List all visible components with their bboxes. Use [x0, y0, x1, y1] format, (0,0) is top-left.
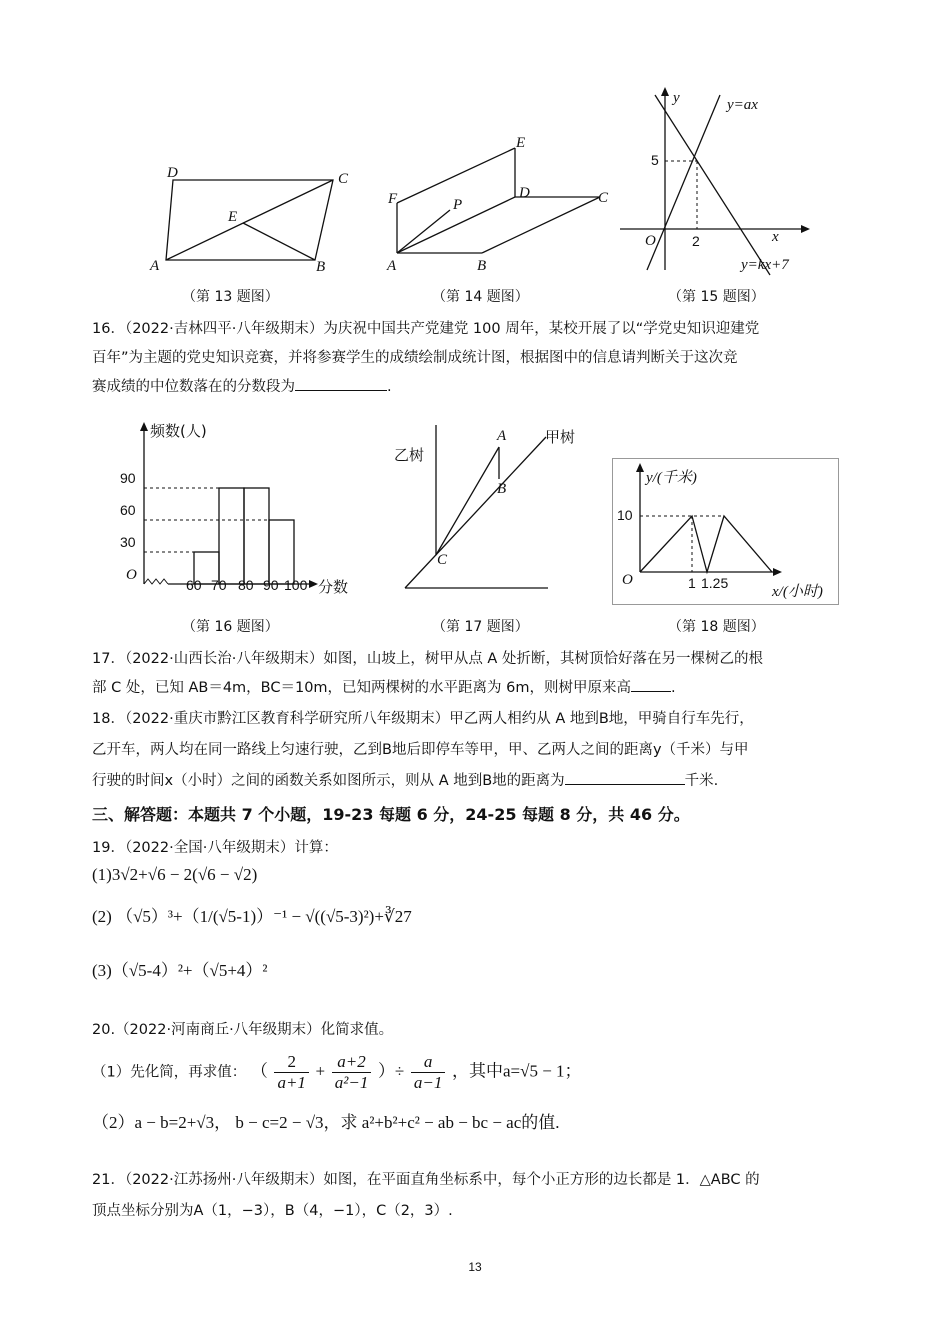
graph-x125: 1.25: [701, 575, 729, 591]
section-3-heading: 三、解答题：本题共 7 个小题，19-23 每题 6 分，24-25 每题 8 分，共 46 分。: [92, 805, 690, 824]
hist-xtick-100: 100: [284, 577, 308, 593]
figure-17-trees: [380, 420, 590, 595]
label-d: D: [167, 165, 178, 181]
distance-polyline: [640, 516, 772, 572]
q20-part1-pre: （1）先化简，再求值：: [92, 1064, 247, 1081]
hist-bar-70-80: [219, 488, 244, 584]
graph-ylabel: y/(千米): [646, 470, 697, 486]
q17-answer-blank[interactable]: [631, 677, 671, 692]
label-e: E: [228, 209, 238, 225]
caption-fig15: （第 15 题图）: [668, 289, 765, 305]
line-y-ax: [647, 95, 720, 270]
label-five: 5: [651, 152, 659, 168]
fraction-3: $\frac{a}{a-1}$: [411, 1052, 445, 1093]
q18-line1: 18．（2022·重庆市黔江区教育科学研究所八年级期末）甲乙两人相约从 A 地到B地，甲骑自行车先行，: [92, 711, 754, 727]
q18-line3-text: 行驶的时间x（小时）之间的函数关系如图所示，则从 A 地到B地的距离为: [92, 773, 565, 789]
caption-fig14: （第 14 题图）: [432, 289, 529, 305]
hist-xtick-80: 80: [238, 577, 254, 593]
q20-part1-tail: ，其中a=√5 − 1；: [451, 1061, 582, 1081]
q21-line1: 21．（2022·江苏扬州·八年级期末）如图，在平面直角坐标系中，每个小正方形的边长都是 1．△ABC 的: [92, 1172, 760, 1188]
label-c: C: [437, 552, 448, 568]
figure-13-parallelogram: [140, 155, 360, 280]
q19-part2: (2) （√5）³+（1/(√5-1)）⁻¹ − √((√5-3)²)+∛27: [92, 907, 412, 926]
fraction-2: $\frac{a+2}{\text{a²−1}}$: [332, 1052, 372, 1093]
label-d: D: [519, 185, 530, 201]
caption-fig17: （第 17 题图）: [432, 619, 529, 635]
graph-x1: 1: [688, 575, 696, 591]
q16-answer-blank[interactable]: [295, 376, 387, 391]
q16-line1: 16．（2022·吉林四平·八年级期末）为庆祝中国共产党建党 100 周年，某校开展了以“学党史知识迎建党: [92, 321, 760, 337]
label-a: A: [150, 258, 160, 274]
label-p: P: [453, 197, 463, 213]
q20-part2: （2）a − b=2+√3， b − c=2 − √3，求 a²+b²+c² − ab − bc − ac的值.: [92, 1113, 560, 1132]
figure-14-planes: [380, 135, 620, 280]
label-y-kx7: y=kx+7: [741, 257, 789, 273]
label-b: B: [477, 258, 487, 274]
fraction-1: $\frac{2}{a+1}$: [274, 1052, 308, 1093]
label-o: O: [645, 233, 656, 249]
segment-eb: [243, 223, 315, 260]
q19-part1: (1)3√2+√6 − 2(√6 − √2): [92, 865, 258, 884]
label-a: A: [497, 428, 507, 444]
hist-xtick-70: 70: [211, 577, 227, 593]
label-two: 2: [692, 233, 700, 249]
line-y-kx-7: [655, 95, 770, 275]
label-e: E: [516, 135, 526, 151]
hist-origin: O: [126, 567, 137, 583]
hist-xlabel: 分数: [318, 578, 349, 596]
q19-part3: (3)（√5-4）²+（√5+4）²: [92, 961, 268, 980]
hist-bar-80-90: [244, 488, 269, 584]
label-y: y: [673, 90, 680, 106]
figure-18-graph: [612, 458, 840, 606]
graph-yval-10: 10: [617, 507, 633, 523]
q19-heading: 19．（2022·全国·八年级期末）计算：: [92, 840, 338, 856]
q17-line2: 部 C 处，已知 AB＝4m，BC＝10m，已知两棵树的水平距离为 6m，则树甲原来高 .: [92, 676, 676, 697]
hist-xtick-90: 90: [263, 577, 279, 593]
q17-line1: 17．（2022·山西长治·八年级期末）如图，山坡上，树甲从点 A 处折断，其树顶恰好落在另一棵树乙的根: [92, 651, 763, 667]
label-c: C: [338, 171, 349, 187]
graph-xlabel: x/(小时): [772, 584, 823, 600]
q18-line3: 行驶的时间x（小时）之间的函数关系如图所示，则从 A 地到B地的距离为 千米.: [92, 769, 718, 790]
q18-line2: 乙开车，两人均在同一路线上匀速行驶，乙到B地后即停车等甲，甲、乙两人之间的距离y（千米）与甲: [92, 742, 749, 758]
label-tree-jia: 甲树: [545, 428, 576, 446]
label-y-ax: y=ax: [727, 97, 758, 113]
page-number: 13: [468, 1260, 482, 1274]
figure-15-lines: [615, 85, 825, 280]
caption-fig13: （第 13 题图）: [182, 289, 279, 305]
q16-line3: 赛成绩的中位数落在的分数段为 .: [92, 375, 392, 396]
graph-origin: O: [622, 572, 633, 588]
caption-fig18: （第 18 题图）: [668, 619, 765, 635]
q16-line2: 百年”为主题的党史知识竞赛，并将参赛学生的成绩绘制成统计图，根据图中的信息请判断关于这次竞: [92, 350, 738, 366]
q16-line3-text: 赛成绩的中位数落在的分数段为: [92, 379, 295, 395]
label-b: B: [497, 481, 507, 497]
caption-fig16: （第 16 题图）: [182, 619, 279, 635]
q20-heading: 20.（2022·河南商丘·八年级期末）化简求值。: [92, 1022, 394, 1038]
q17-line2-text: 部 C 处，已知 AB＝4m，BC＝10m，已知两棵树的水平距离为 6m，则树甲原来高: [92, 680, 632, 696]
hist-ylabel: 频数(人): [150, 422, 207, 440]
figure-16-histogram: [118, 416, 368, 606]
q18-answer-blank[interactable]: [565, 770, 685, 785]
label-x: x: [772, 229, 779, 245]
broken-top: [436, 447, 499, 555]
diagonal-ac: [166, 180, 333, 260]
hist-ytick-60: 60: [120, 502, 136, 518]
hist-ytick-90: 90: [120, 470, 136, 486]
q21-line2: 顶点坐标分别为A（1，−3），B（4，−1），C（2，3）.: [92, 1203, 453, 1219]
label-tree-yi: 乙树: [394, 446, 425, 464]
hist-bar-90-100: [269, 520, 294, 584]
q19-part2-expr: （√5）³+（1/(√5-1)）⁻¹ − √((√5-3)²)+∛27: [116, 907, 412, 926]
q20-part1: （1）先化简，再求值： （ $\frac{2}{a+1}$ + $\frac{a+2}{\text{a²−1}}$ ）÷ $\frac{a}{a-1}$ ，其中a=√5 − 1；: [92, 1052, 582, 1092]
slope-line: [405, 437, 546, 588]
label-a: A: [387, 258, 397, 274]
label-b: B: [316, 259, 326, 275]
hist-xtick-60: 60: [186, 577, 202, 593]
hist-ytick-30: 30: [120, 534, 136, 550]
label-c: C: [598, 190, 609, 206]
label-f: F: [388, 191, 398, 207]
